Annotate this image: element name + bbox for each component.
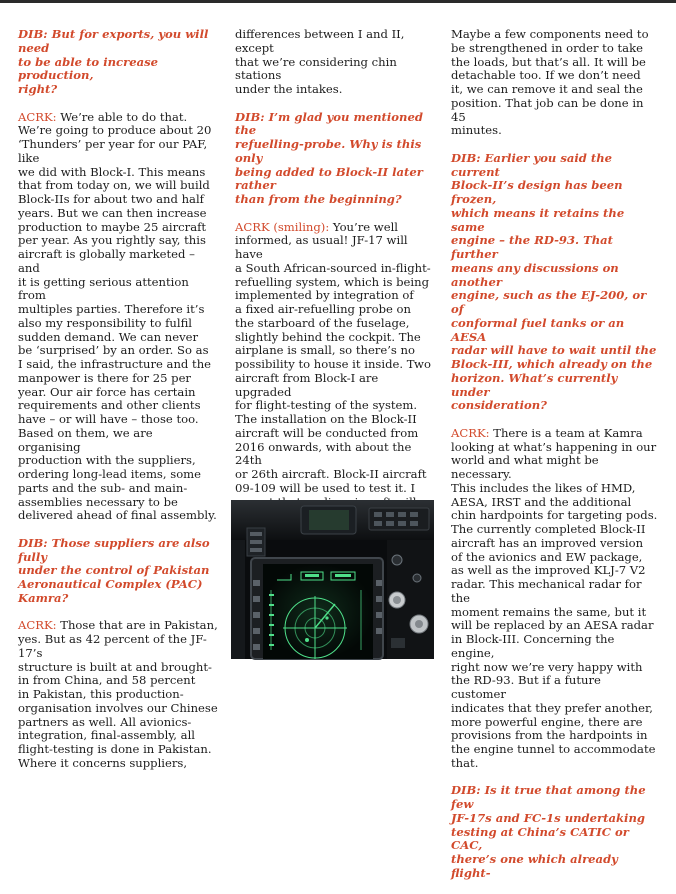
article-column-3 — [451, 28, 658, 894]
speaker-label: ACRK: — [18, 618, 57, 633]
answer-production-rate — [18, 111, 218, 524]
answer-block-iii-upgrades — [451, 427, 658, 771]
paragraph-continued: differences between I and II, except that we’re considering chin stations under the intakes. — [235, 27, 405, 96]
article-column-1 — [18, 28, 218, 784]
question-suppliers-control: DIB: Those suppliers are also fully under the control of Pakistan Aeronautical Complex (PAC) Kamra? — [18, 535, 210, 605]
speaker-label: ACRK: — [451, 425, 490, 440]
answer-text: There is a team at Kamra looking at what’s happening in our world and what might be necessary. This includes the likes of HMD, AESA, IRST and the additional chin hardpoints for targeting pods. The currently completed Block-II aircraft has an improved version of the avionics and EW package, as well as the improved KLJ-7 V2 radar. This mechanical radar for the moment remains the same, but it will be replaced by an AESA radar in Block-III. Concerning the engine, right now we’re very happy with the RD-93. But if a future customer indicates that they prefer another, more powerful engine, there are provisions from the hardpoints in the engine tunnel to accommodate that. — [451, 425, 658, 770]
speaker-label: ACRK (smiling): — [235, 219, 330, 234]
answer-text: Those that are in Pakistan, yes. But as 42 percent of the JF-17’s structure is built at and brought- in from China, and 58 percent in Pakistan, this production- organisation involves our Chinese partners as well. All avionics- integration, final-assembly, all flight-testing is done in Pakistan. Where it concerns suppliers, — [18, 618, 218, 770]
cockpit-radar-display-photo — [231, 500, 434, 659]
cockpit-photo-drawing — [231, 500, 434, 659]
page-top-rule — [0, 0, 676, 3]
speaker-label: ACRK: — [18, 109, 57, 124]
question-export-production: DIB: But for exports, you will need to be able to increase production, right? — [18, 27, 209, 96]
paragraph-continued: Maybe a few components need to be strengthened in order to take the loads, but that’s all. It will be detachable too. If we don’t need it, we can remove it and seal the position. That job can be done in 45 minutes. — [451, 27, 649, 138]
question-block-iii-upgrades: DIB: Earlier you said the current Block-II’s design has been frozen, which means it retains the same engine – the RD-93. That further means any discussions on another engine, such as the EJ-200, or of conformal fuel tanks or an AESA radar will have to wait until the Block-III, which already on the horizon. What’s currently under consideration? — [451, 150, 657, 413]
answer-text: You’re well informed, as usual! JF-17 will have a South African-sourced in-flight- refuelling system, which is being implemented by integration of a fixed air-refuelling probe on the starboard of the fuselage, slightly behind the cockpit. The airplane is small, so there’s no possibility to house it inside. Two aircraft from Block-I are upgraded for flight-testing of the system. The installation on the Block-II aircraft will be conducted from 2016 onwards, with about the 24th or 26th aircraft. Block-II aircraft 09-109 will be used to test it. I — [235, 219, 431, 495]
answer-text: We’re able to do that. We’re going to produce about 20 ‘Thunders’ per year for our PAF, like we did with Block-I. This means that from today on, we will build Block-IIs for about two and half years. But we can then increase production to maybe 25 aircraft per year. As you rightly say, this aircraft is globally marketed – and it is getting serious attention from multiples parties. Therefore it’s also my responsibility to fulfil sudden demand. We can never be ‘surprised’ by an order. So as I said, the infrastructure and the manpower is there for 25 per year. Our air force has certain requirements and other clients have – or will have – those too. Based on them, we are organising production with the suppliers, ordering long-lead items, some parts and the sub- and main- assemblies necessary to be delivered ahead of final assembly. — [18, 109, 217, 523]
question-refuelling-probe: DIB: I’m glad you mentioned the refuelling-probe. Why is this only being added to Block-II later rather than from the beginning? — [235, 109, 423, 206]
question-flight-testing-china: DIB: Is it true that among the few JF-17s and FC-1s undertaking testing at China’s CATIC or CAC, there’s one which already flight- — [451, 783, 646, 880]
answer-suppliers — [18, 619, 218, 770]
